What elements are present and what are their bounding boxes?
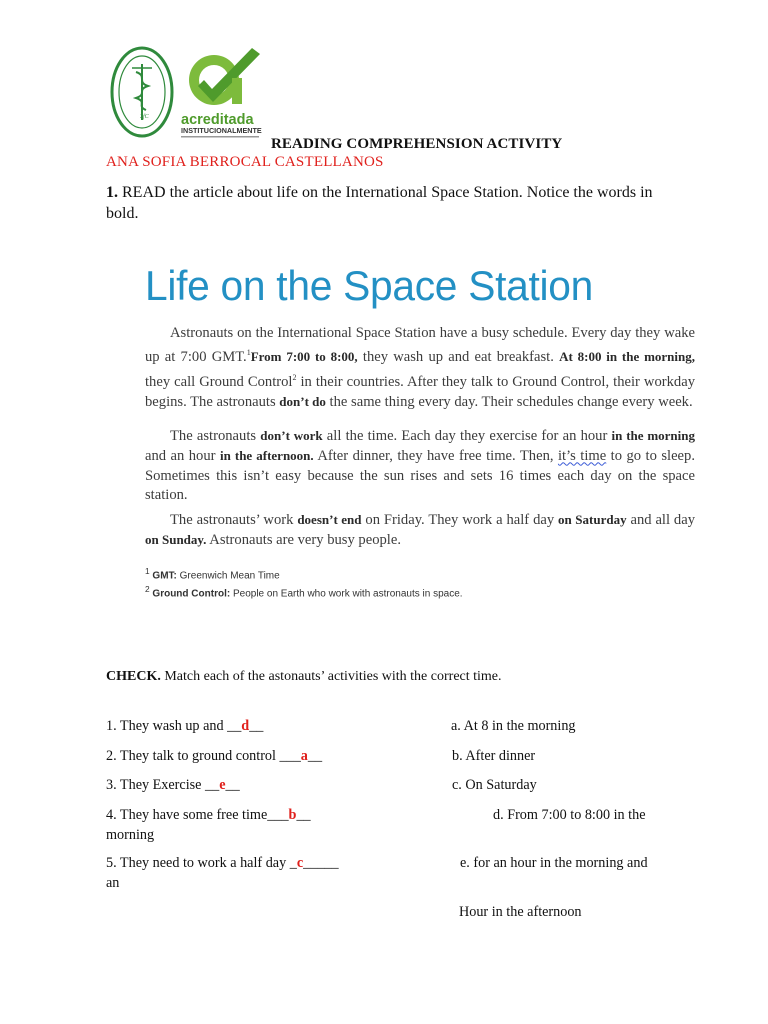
option-a: a. At 8 in the morning	[451, 718, 576, 734]
answer-3[interactable]: e	[219, 777, 226, 793]
option-e-continued: Hour in the afternoon	[459, 904, 582, 920]
worksheet-title: READING COMPREHENSION ACTIVITY	[271, 136, 563, 152]
question-number: 1.	[106, 184, 118, 201]
match-item-3: 3. They Exercise __e__	[106, 777, 240, 793]
check-instruction: CHECK. Match each of the astonauts’ activities with the correct time.	[106, 669, 502, 684]
svg-text:acreditada: acreditada	[181, 112, 254, 128]
university-seal-logo	[110, 44, 174, 140]
option-e: e. for an hour in the morning and	[460, 855, 648, 871]
match-item-4: 4. They have some free time___b__ morning	[106, 807, 311, 843]
match-item-1: 1. They wash up and __d__	[106, 718, 264, 734]
svg-text:INSTITUCIONALMENTE: INSTITUCIONALMENTE	[181, 126, 262, 135]
article-title: Life on the Space Station	[145, 262, 593, 309]
question-keyword: READ	[122, 184, 166, 201]
match-item-2: 2. They talk to ground control ___a__	[106, 748, 323, 764]
question-text: the article about life on the International Space Station. Notice the words in bold.	[106, 184, 653, 222]
spellcheck-underlined-text: it’s time	[557, 448, 607, 465]
answer-4[interactable]: b	[288, 807, 297, 823]
footnote-2: $^2$ Ground Control: People on Earth who work with astronauts in space.	[145, 584, 463, 600]
answer-2[interactable]: a	[300, 748, 308, 764]
article-paragraph-2: The astronauts don’t work all the time. Each day they exercise for an hour in the morning and an hour in the afternoon. After dinner, they have free time. Then, it’s time to go to sleep. Sometimes this isn’t easy because the sun rises and sets 16 times each day on the space station.	[145, 428, 695, 504]
svg-text:3fC: 3fC	[140, 114, 149, 120]
question-1	[106, 182, 666, 224]
answer-1[interactable]: d	[241, 718, 250, 734]
article-paragraph-1: Astronauts on the International Space Station have a busy schedule. Every day they wake up at 7:00 GMT.$^1$From 7:00 to 8:00, they wash up and eat breakfast. At 8:00 in the morning, they call Ground Control$^2$ in their countries. After they talk to Ground Control, their workday begins. The astronauts don’t do the same thing every day. Their schedules change every week.	[145, 325, 695, 410]
student-name: ANA SOFIA BERROCAL CASTELLANOS	[106, 154, 384, 170]
footnote-1: $^1$ GMT: Greenwich Mean Time	[145, 566, 280, 582]
option-c: c. On Saturday	[452, 777, 537, 793]
article-paragraph-3: The astronauts’ work doesn’t end on Friday. They work a half day on Saturday and all day on Sunday. Astronauts are very busy people.	[145, 512, 695, 549]
answer-5[interactable]: c	[296, 855, 304, 871]
option-b: b. After dinner	[452, 748, 536, 764]
match-item-5: 5. They need to work a half day _c_____ an	[106, 855, 339, 891]
acreditada-logo	[180, 44, 270, 142]
option-d: d. From 7:00 to 8:00 in the	[493, 807, 646, 823]
